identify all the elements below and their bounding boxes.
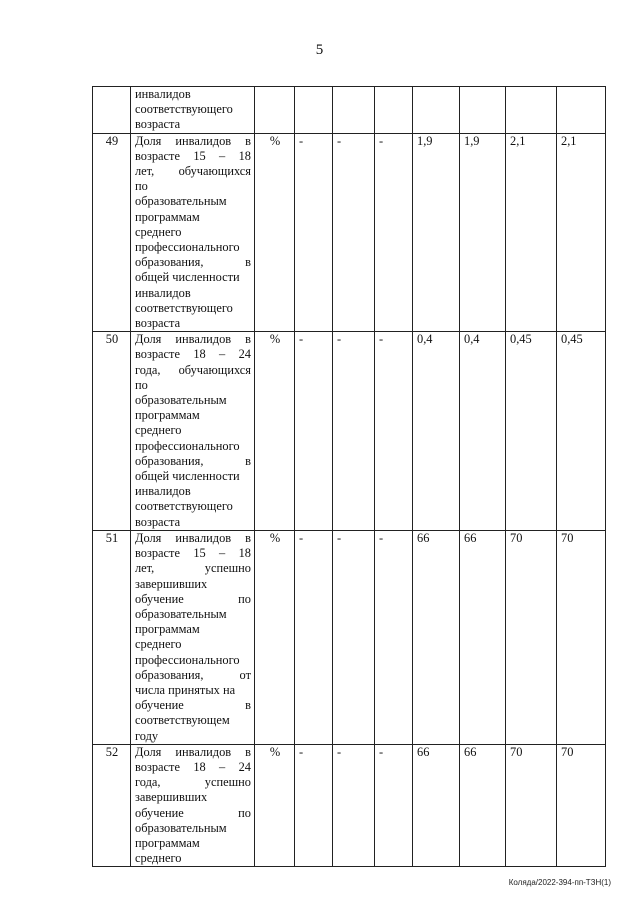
value-cell: 70: [506, 744, 557, 867]
indicator-name-word: среднего: [135, 637, 182, 652]
indicator-name-line: [135, 102, 251, 117]
indicator-name-word: завершивших: [135, 576, 208, 591]
indicator-name-word: Доля: [135, 133, 162, 148]
indicator-name-line: [135, 378, 251, 393]
indicator-name-word: образовательным: [135, 606, 227, 621]
indicator-name-word: возрасте: [135, 148, 180, 163]
indicator-name-line: [135, 577, 251, 592]
value-cell: -: [375, 133, 413, 332]
indicator-name-word: обучение: [135, 591, 184, 606]
indicator-name-line: [135, 363, 251, 378]
unit-cell: %: [255, 744, 295, 867]
indicator-name-line: [135, 347, 251, 362]
indicator-name-word: году: [135, 728, 159, 743]
value-cell: 2,1: [557, 133, 606, 332]
indicator-name-word: возраста: [135, 316, 181, 331]
indicator-name-word: по: [238, 805, 251, 820]
indicator-name-line: [135, 240, 251, 255]
value-cell: -: [375, 530, 413, 744]
indicator-name-word: образовательным: [135, 820, 227, 835]
indicator-name-word: 18: [193, 347, 206, 362]
indicator-name-line: [135, 531, 251, 546]
indicator-name-word: по: [135, 377, 148, 392]
indicator-name-word: среднего: [135, 224, 182, 239]
indicator-name-word: образования,: [135, 453, 204, 468]
indicator-name-word: инвалидов: [175, 133, 232, 148]
table-body: [93, 87, 606, 867]
value-cell: -: [295, 744, 333, 867]
table-row: [93, 133, 606, 332]
indicator-name-word: инвалидов: [175, 744, 232, 759]
page-number: 5: [315, 42, 324, 58]
indicator-name-cell: [131, 332, 255, 531]
indicator-name-line: [135, 408, 251, 423]
unit-cell: %: [255, 332, 295, 531]
indicator-name-word: 18: [193, 759, 206, 774]
indicator-name-word: программам: [135, 408, 200, 423]
value-cell: 1,9: [460, 133, 506, 332]
table-row: [93, 744, 606, 867]
indicator-name-line: [135, 255, 251, 270]
indicator-name-word: соответствующего: [135, 102, 233, 117]
value-cell: 66: [413, 530, 460, 744]
indicator-name-word: –: [219, 546, 226, 561]
indicator-name-cell: [131, 744, 255, 867]
indicator-name-word: среднего: [135, 423, 182, 438]
indicator-name-cell: [131, 530, 255, 744]
value-cell: -: [333, 133, 375, 332]
value-cell: [557, 87, 606, 134]
indicator-name-line: [135, 546, 251, 561]
indicator-name-line: [135, 194, 251, 209]
indicator-name-word: образования,: [135, 255, 204, 270]
indicator-name-line: [135, 775, 251, 790]
indicator-name-line: [135, 393, 251, 408]
indicator-name-word: завершивших: [135, 790, 208, 805]
indicator-name-word: образовательным: [135, 194, 227, 209]
indicator-name-line: [135, 653, 251, 668]
indicator-name-line: [135, 499, 251, 514]
indicator-name-word: –: [219, 347, 226, 362]
value-cell: 1,9: [413, 133, 460, 332]
indicator-name-word: возрасте: [135, 759, 180, 774]
value-cell: [333, 87, 375, 134]
value-cell: 66: [460, 744, 506, 867]
value-cell: -: [333, 332, 375, 531]
value-cell: -: [375, 332, 413, 531]
value-cell: 70: [506, 530, 557, 744]
indicator-name-word: в: [245, 530, 251, 545]
indicator-name-word: инвалидов: [175, 332, 232, 347]
value-cell: -: [333, 530, 375, 744]
value-cell: [413, 87, 460, 134]
row-number-cell: 51: [93, 530, 131, 744]
indicator-name-word: 15: [193, 546, 206, 561]
indicator-name-line: [135, 270, 251, 285]
indicator-name-word: Доля: [135, 332, 162, 347]
indicator-name-word: 24: [238, 347, 251, 362]
indicator-name-word: в: [245, 133, 251, 148]
indicator-name-line: [135, 836, 251, 851]
indicator-name-word: соответствующем: [135, 713, 230, 728]
indicator-name-word: программам: [135, 622, 200, 637]
value-cell: -: [295, 530, 333, 744]
row-number-cell: 49: [93, 133, 131, 332]
indicator-name-word: Доля: [135, 744, 162, 759]
indicators-table: [92, 86, 606, 867]
indicator-name-word: возрасте: [135, 347, 180, 362]
indicator-name-word: в: [245, 698, 251, 713]
indicator-name-line: [135, 439, 251, 454]
value-cell: [375, 87, 413, 134]
indicator-name-word: инвалидов: [135, 87, 191, 101]
indicator-name-line: [135, 87, 251, 102]
indicator-name-line: [135, 484, 251, 499]
indicator-name-line: [135, 760, 251, 775]
indicator-name-word: инвалидов: [175, 530, 232, 545]
indicator-name-line: [135, 332, 251, 347]
indicator-name-line: [135, 668, 251, 683]
indicator-name-word: –: [219, 759, 226, 774]
indicator-name-word: общей численности: [135, 469, 240, 484]
indicator-name-line: [135, 729, 251, 744]
indicator-name-line: [135, 301, 251, 316]
indicator-name-word: успешно: [204, 775, 251, 790]
indicator-name-line: [135, 790, 251, 805]
indicator-name-line: [135, 637, 251, 652]
indicator-name-word: в: [245, 332, 251, 347]
table-row: [93, 87, 606, 134]
indicator-name-word: инвалидов: [135, 285, 191, 300]
unit-cell: [255, 87, 295, 134]
indicator-name-line: [135, 225, 251, 240]
indicator-name-word: числа принятых на: [135, 682, 236, 697]
indicator-name-cell: [131, 133, 255, 332]
value-cell: 0,4: [413, 332, 460, 531]
indicator-name-word: соответствующего: [135, 499, 233, 514]
indicator-name-line: [135, 164, 251, 179]
indicator-name-word: возраста: [135, 117, 181, 132]
value-cell: 66: [460, 530, 506, 744]
indicator-name-word: образовательным: [135, 393, 227, 408]
indicator-name-word: программам: [135, 209, 200, 224]
value-cell: 70: [557, 744, 606, 867]
indicator-name-line: [135, 622, 251, 637]
indicator-name-line: [135, 821, 251, 836]
indicator-name-word: по: [238, 591, 251, 606]
indicator-name-word: среднего: [135, 851, 182, 866]
value-cell: 0,45: [506, 332, 557, 531]
indicator-name-line: [135, 683, 251, 698]
indicator-name-line: [135, 561, 251, 576]
indicator-name-word: образования,: [135, 667, 204, 682]
indicator-name-line: [135, 454, 251, 469]
indicator-name-word: в: [245, 744, 251, 759]
indicator-name-word: программам: [135, 835, 200, 850]
value-cell: [295, 87, 333, 134]
value-cell: [506, 87, 557, 134]
value-cell: 70: [557, 530, 606, 744]
row-number-cell: 52: [93, 744, 131, 867]
value-cell: -: [375, 744, 413, 867]
indicator-name-word: лет,: [135, 164, 155, 179]
indicator-name-word: обучение: [135, 698, 184, 713]
indicator-name-word: в: [245, 255, 251, 270]
value-cell: 0,45: [557, 332, 606, 531]
indicator-name-line: [135, 515, 251, 530]
indicator-name-word: возрасте: [135, 546, 180, 561]
value-cell: -: [295, 133, 333, 332]
unit-cell: %: [255, 530, 295, 744]
row-number-cell: 50: [93, 332, 131, 531]
indicator-name-word: общей численности: [135, 270, 240, 285]
indicator-name-word: 24: [238, 759, 251, 774]
indicator-name-word: возраста: [135, 514, 181, 529]
value-cell: 66: [413, 744, 460, 867]
indicator-name-word: года,: [135, 362, 161, 377]
indicator-name-word: профессионального: [135, 240, 240, 255]
table-row: [93, 332, 606, 531]
indicator-name-line: [135, 806, 251, 821]
indicator-name-word: профессионального: [135, 652, 240, 667]
indicator-name-word: 15: [193, 148, 206, 163]
indicator-name-line: [135, 316, 251, 331]
document-footer-code: Коляда/2022-394-пп-ТЗН(1): [508, 878, 611, 887]
indicator-name-word: –: [219, 148, 226, 163]
indicator-name-line: [135, 286, 251, 301]
indicator-name-line: [135, 117, 251, 132]
indicator-name-line: [135, 149, 251, 164]
indicator-name-line: [135, 592, 251, 607]
value-cell: 0,4: [460, 332, 506, 531]
indicator-name-word: успешно: [204, 561, 251, 576]
indicator-name-line: [135, 851, 251, 866]
indicator-name-line: [135, 698, 251, 713]
indicator-name-word: профессионального: [135, 438, 240, 453]
indicator-name-line: [135, 210, 251, 225]
value-cell: -: [333, 744, 375, 867]
indicator-name-word: по: [135, 179, 148, 194]
indicator-name-line: [135, 607, 251, 622]
row-number-cell: [93, 87, 131, 134]
indicator-name-word: Доля: [135, 530, 162, 545]
indicator-name-line: [135, 423, 251, 438]
indicator-name-line: [135, 134, 251, 149]
indicator-name-word: обучающихся: [178, 362, 251, 377]
value-cell: 2,1: [506, 133, 557, 332]
indicator-name-word: лет,: [135, 561, 155, 576]
indicator-name-line: [135, 179, 251, 194]
table-row: [93, 530, 606, 744]
indicator-name-line: [135, 745, 251, 760]
indicator-name-word: соответствующего: [135, 300, 233, 315]
indicator-name-word: 18: [238, 148, 251, 163]
indicator-name-word: обучение: [135, 805, 184, 820]
value-cell: -: [295, 332, 333, 531]
indicator-name-word: 18: [238, 546, 251, 561]
indicator-name-line: [135, 713, 251, 728]
indicator-name-line: [135, 469, 251, 484]
indicator-name-word: в: [245, 453, 251, 468]
indicator-name-cell: [131, 87, 255, 134]
indicator-name-word: года,: [135, 775, 161, 790]
indicator-name-word: инвалидов: [135, 484, 191, 499]
value-cell: [460, 87, 506, 134]
indicator-name-word: обучающихся: [178, 164, 251, 179]
indicator-name-word: от: [239, 667, 251, 682]
unit-cell: %: [255, 133, 295, 332]
